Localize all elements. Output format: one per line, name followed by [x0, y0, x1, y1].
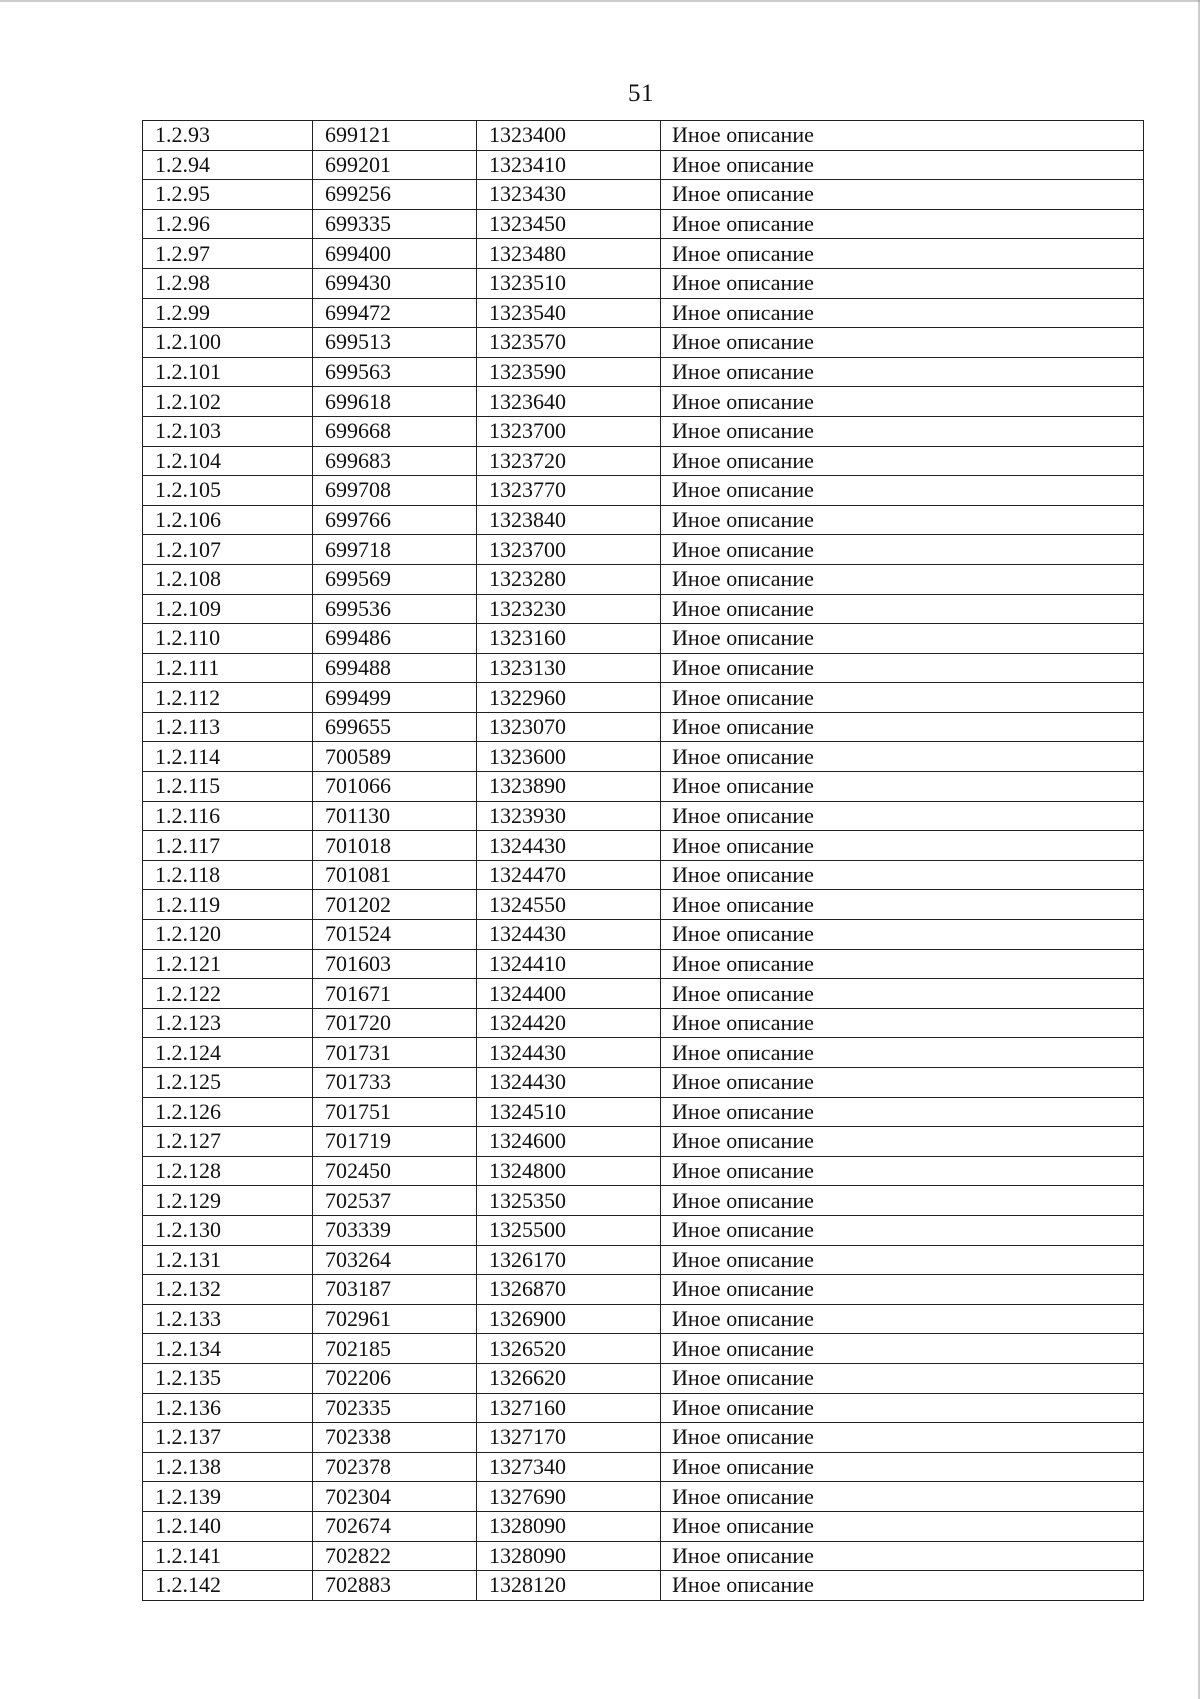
y-coordinate-cell: 1326620 — [477, 1363, 661, 1393]
x-coordinate-cell: 699201 — [313, 150, 477, 180]
table-row — [143, 1363, 1144, 1393]
description-cell: Иное описание — [661, 564, 1144, 594]
x-coordinate-cell: 699400 — [313, 239, 477, 269]
y-coordinate-cell: 1324510 — [477, 1097, 661, 1127]
point-number-cell: 1.2.136 — [143, 1393, 313, 1423]
description-cell: Иное описание — [661, 1363, 1144, 1393]
x-coordinate-cell: 701751 — [313, 1097, 477, 1127]
point-number-cell: 1.2.104 — [143, 446, 313, 476]
y-coordinate-cell: 1323700 — [477, 535, 661, 565]
y-coordinate-cell: 1324470 — [477, 860, 661, 890]
point-number-cell: 1.2.106 — [143, 505, 313, 535]
table-row — [143, 624, 1144, 654]
point-number-cell: 1.2.119 — [143, 890, 313, 920]
x-coordinate-cell: 700589 — [313, 742, 477, 772]
scan-edge-top — [0, 0, 1200, 2]
point-number-cell: 1.2.141 — [143, 1541, 313, 1571]
x-coordinate-cell: 699536 — [313, 594, 477, 624]
x-coordinate-cell: 699718 — [313, 535, 477, 565]
table-row — [143, 239, 1144, 269]
description-cell: Иное описание — [661, 298, 1144, 328]
x-coordinate-cell: 702883 — [313, 1571, 477, 1601]
table-row — [143, 150, 1144, 180]
description-cell: Иное описание — [661, 150, 1144, 180]
table-row — [143, 121, 1144, 151]
point-number-cell: 1.2.105 — [143, 476, 313, 506]
description-cell: Иное описание — [661, 831, 1144, 861]
x-coordinate-cell: 699499 — [313, 683, 477, 713]
table-row — [143, 180, 1144, 210]
point-number-cell: 1.2.123 — [143, 1008, 313, 1038]
x-coordinate-cell: 699121 — [313, 121, 477, 151]
description-cell: Иное описание — [661, 653, 1144, 683]
x-coordinate-cell: 702674 — [313, 1511, 477, 1541]
point-number-cell: 1.2.98 — [143, 268, 313, 298]
description-cell: Иное описание — [661, 1275, 1144, 1305]
point-number-cell: 1.2.134 — [143, 1334, 313, 1364]
table-row — [143, 1215, 1144, 1245]
description-cell: Иное описание — [661, 920, 1144, 950]
description-cell: Иное описание — [661, 1452, 1144, 1482]
y-coordinate-cell: 1324410 — [477, 949, 661, 979]
y-coordinate-cell: 1324430 — [477, 831, 661, 861]
table-row — [143, 1334, 1144, 1364]
x-coordinate-cell: 703187 — [313, 1275, 477, 1305]
y-coordinate-cell: 1326870 — [477, 1275, 661, 1305]
description-cell: Иное описание — [661, 772, 1144, 802]
description-cell: Иное описание — [661, 328, 1144, 358]
description-cell: Иное описание — [661, 949, 1144, 979]
description-cell: Иное описание — [661, 1008, 1144, 1038]
table-row — [143, 446, 1144, 476]
point-number-cell: 1.2.118 — [143, 860, 313, 890]
description-cell: Иное описание — [661, 683, 1144, 713]
table-row — [143, 831, 1144, 861]
x-coordinate-cell: 702338 — [313, 1423, 477, 1453]
point-number-cell: 1.2.120 — [143, 920, 313, 950]
x-coordinate-cell: 699655 — [313, 712, 477, 742]
table-row — [143, 801, 1144, 831]
y-coordinate-cell: 1326520 — [477, 1334, 661, 1364]
x-coordinate-cell: 699486 — [313, 624, 477, 654]
point-number-cell: 1.2.137 — [143, 1423, 313, 1453]
point-number-cell: 1.2.131 — [143, 1245, 313, 1275]
y-coordinate-cell: 1323590 — [477, 357, 661, 387]
y-coordinate-cell: 1323720 — [477, 446, 661, 476]
table-row — [143, 387, 1144, 417]
description-cell: Иное описание — [661, 1038, 1144, 1068]
point-number-cell: 1.2.103 — [143, 416, 313, 446]
point-number-cell: 1.2.122 — [143, 979, 313, 1009]
table-row — [143, 949, 1144, 979]
description-cell: Иное описание — [661, 357, 1144, 387]
table-body — [143, 121, 1144, 1601]
point-number-cell: 1.2.102 — [143, 387, 313, 417]
y-coordinate-cell: 1323600 — [477, 742, 661, 772]
description-cell: Иное описание — [661, 1482, 1144, 1512]
description-cell: Иное описание — [661, 801, 1144, 831]
x-coordinate-cell: 699569 — [313, 564, 477, 594]
x-coordinate-cell: 701018 — [313, 831, 477, 861]
table-row — [143, 505, 1144, 535]
y-coordinate-cell: 1324430 — [477, 920, 661, 950]
y-coordinate-cell: 1324800 — [477, 1156, 661, 1186]
y-coordinate-cell: 1323160 — [477, 624, 661, 654]
table-row — [143, 1541, 1144, 1571]
y-coordinate-cell: 1323700 — [477, 416, 661, 446]
description-cell: Иное описание — [661, 1571, 1144, 1601]
description-cell: Иное описание — [661, 1423, 1144, 1453]
description-cell: Иное описание — [661, 209, 1144, 239]
table-row — [143, 594, 1144, 624]
description-cell: Иное описание — [661, 1541, 1144, 1571]
y-coordinate-cell: 1327170 — [477, 1423, 661, 1453]
table-row — [143, 1245, 1144, 1275]
x-coordinate-cell: 702206 — [313, 1363, 477, 1393]
y-coordinate-cell: 1324420 — [477, 1008, 661, 1038]
table-row — [143, 742, 1144, 772]
x-coordinate-cell: 699766 — [313, 505, 477, 535]
x-coordinate-cell: 703339 — [313, 1215, 477, 1245]
description-cell: Иное описание — [661, 505, 1144, 535]
x-coordinate-cell: 702378 — [313, 1452, 477, 1482]
description-cell: Иное описание — [661, 1245, 1144, 1275]
table-row — [143, 1304, 1144, 1334]
point-number-cell: 1.2.116 — [143, 801, 313, 831]
description-cell: Иное описание — [661, 416, 1144, 446]
x-coordinate-cell: 701731 — [313, 1038, 477, 1068]
y-coordinate-cell: 1324550 — [477, 890, 661, 920]
x-coordinate-cell: 699430 — [313, 268, 477, 298]
point-number-cell: 1.2.96 — [143, 209, 313, 239]
x-coordinate-cell: 702185 — [313, 1334, 477, 1364]
y-coordinate-cell: 1322960 — [477, 683, 661, 713]
x-coordinate-cell: 701130 — [313, 801, 477, 831]
description-cell: Иное описание — [661, 890, 1144, 920]
y-coordinate-cell: 1323480 — [477, 239, 661, 269]
y-coordinate-cell: 1323400 — [477, 121, 661, 151]
point-number-cell: 1.2.130 — [143, 1215, 313, 1245]
x-coordinate-cell: 701066 — [313, 772, 477, 802]
table-row — [143, 1038, 1144, 1068]
y-coordinate-cell: 1323770 — [477, 476, 661, 506]
table-row — [143, 683, 1144, 713]
table-row — [143, 1186, 1144, 1216]
point-number-cell: 1.2.139 — [143, 1482, 313, 1512]
y-coordinate-cell: 1323410 — [477, 150, 661, 180]
y-coordinate-cell: 1323280 — [477, 564, 661, 594]
table-row — [143, 535, 1144, 565]
table-row — [143, 416, 1144, 446]
y-coordinate-cell: 1324430 — [477, 1068, 661, 1098]
table-row — [143, 653, 1144, 683]
y-coordinate-cell: 1323640 — [477, 387, 661, 417]
x-coordinate-cell: 699472 — [313, 298, 477, 328]
x-coordinate-cell: 699256 — [313, 180, 477, 210]
table-row — [143, 564, 1144, 594]
table-row — [143, 979, 1144, 1009]
y-coordinate-cell: 1323130 — [477, 653, 661, 683]
point-number-cell: 1.2.114 — [143, 742, 313, 772]
point-number-cell: 1.2.109 — [143, 594, 313, 624]
y-coordinate-cell: 1324400 — [477, 979, 661, 1009]
description-cell: Иное описание — [661, 979, 1144, 1009]
point-number-cell: 1.2.121 — [143, 949, 313, 979]
table-row — [143, 890, 1144, 920]
description-cell: Иное описание — [661, 860, 1144, 890]
table-row — [143, 1511, 1144, 1541]
table-row — [143, 712, 1144, 742]
table-row — [143, 1068, 1144, 1098]
x-coordinate-cell: 701202 — [313, 890, 477, 920]
description-cell: Иное описание — [661, 742, 1144, 772]
point-number-cell: 1.2.99 — [143, 298, 313, 328]
table-row — [143, 1008, 1144, 1038]
table-row — [143, 357, 1144, 387]
point-number-cell: 1.2.129 — [143, 1186, 313, 1216]
table-row — [143, 1275, 1144, 1305]
point-number-cell: 1.2.101 — [143, 357, 313, 387]
description-cell: Иное описание — [661, 1156, 1144, 1186]
y-coordinate-cell: 1323840 — [477, 505, 661, 535]
y-coordinate-cell: 1323510 — [477, 268, 661, 298]
table-row — [143, 1571, 1144, 1601]
table-row — [143, 1127, 1144, 1157]
page-number: 51 — [628, 80, 654, 107]
description-cell: Иное описание — [661, 1511, 1144, 1541]
x-coordinate-cell: 701603 — [313, 949, 477, 979]
point-number-cell: 1.2.112 — [143, 683, 313, 713]
x-coordinate-cell: 702304 — [313, 1482, 477, 1512]
y-coordinate-cell: 1324600 — [477, 1127, 661, 1157]
point-number-cell: 1.2.100 — [143, 328, 313, 358]
description-cell: Иное описание — [661, 1068, 1144, 1098]
y-coordinate-cell: 1325500 — [477, 1215, 661, 1245]
y-coordinate-cell: 1327690 — [477, 1482, 661, 1512]
description-cell: Иное описание — [661, 476, 1144, 506]
description-cell: Иное описание — [661, 1393, 1144, 1423]
x-coordinate-cell: 702961 — [313, 1304, 477, 1334]
x-coordinate-cell: 699335 — [313, 209, 477, 239]
y-coordinate-cell: 1328120 — [477, 1571, 661, 1601]
y-coordinate-cell: 1326900 — [477, 1304, 661, 1334]
point-number-cell: 1.2.117 — [143, 831, 313, 861]
description-cell: Иное описание — [661, 1186, 1144, 1216]
x-coordinate-cell: 702335 — [313, 1393, 477, 1423]
x-coordinate-cell: 701671 — [313, 979, 477, 1009]
point-number-cell: 1.2.95 — [143, 180, 313, 210]
y-coordinate-cell: 1323540 — [477, 298, 661, 328]
description-cell: Иное описание — [661, 1215, 1144, 1245]
table-row — [143, 1482, 1144, 1512]
description-cell: Иное описание — [661, 624, 1144, 654]
y-coordinate-cell: 1326170 — [477, 1245, 661, 1275]
point-number-cell: 1.2.132 — [143, 1275, 313, 1305]
description-cell: Иное описание — [661, 1097, 1144, 1127]
point-number-cell: 1.2.126 — [143, 1097, 313, 1127]
x-coordinate-cell: 701524 — [313, 920, 477, 950]
point-number-cell: 1.2.113 — [143, 712, 313, 742]
table-row — [143, 209, 1144, 239]
y-coordinate-cell: 1328090 — [477, 1541, 661, 1571]
description-cell: Иное описание — [661, 180, 1144, 210]
y-coordinate-cell: 1323070 — [477, 712, 661, 742]
point-number-cell: 1.2.107 — [143, 535, 313, 565]
table-row — [143, 1097, 1144, 1127]
table-row — [143, 772, 1144, 802]
table-row — [143, 476, 1144, 506]
x-coordinate-cell: 702537 — [313, 1186, 477, 1216]
description-cell: Иное описание — [661, 1334, 1144, 1364]
x-coordinate-cell: 702450 — [313, 1156, 477, 1186]
x-coordinate-cell: 699488 — [313, 653, 477, 683]
description-cell: Иное описание — [661, 1127, 1144, 1157]
table-row — [143, 920, 1144, 950]
description-cell: Иное описание — [661, 239, 1144, 269]
point-number-cell: 1.2.124 — [143, 1038, 313, 1068]
point-number-cell: 1.2.127 — [143, 1127, 313, 1157]
x-coordinate-cell: 701733 — [313, 1068, 477, 1098]
y-coordinate-cell: 1328090 — [477, 1511, 661, 1541]
table-row — [143, 328, 1144, 358]
y-coordinate-cell: 1327340 — [477, 1452, 661, 1482]
x-coordinate-cell: 703264 — [313, 1245, 477, 1275]
y-coordinate-cell: 1324430 — [477, 1038, 661, 1068]
y-coordinate-cell: 1323230 — [477, 594, 661, 624]
y-coordinate-cell: 1323930 — [477, 801, 661, 831]
description-cell: Иное описание — [661, 446, 1144, 476]
point-number-cell: 1.2.135 — [143, 1363, 313, 1393]
description-cell: Иное описание — [661, 594, 1144, 624]
y-coordinate-cell: 1327160 — [477, 1393, 661, 1423]
coordinates-table — [142, 120, 1144, 1601]
x-coordinate-cell: 702822 — [313, 1541, 477, 1571]
point-number-cell: 1.2.115 — [143, 772, 313, 802]
point-number-cell: 1.2.94 — [143, 150, 313, 180]
point-number-cell: 1.2.142 — [143, 1571, 313, 1601]
table-row — [143, 1423, 1144, 1453]
point-number-cell: 1.2.108 — [143, 564, 313, 594]
y-coordinate-cell: 1323430 — [477, 180, 661, 210]
point-number-cell: 1.2.138 — [143, 1452, 313, 1482]
point-number-cell: 1.2.140 — [143, 1511, 313, 1541]
point-number-cell: 1.2.128 — [143, 1156, 313, 1186]
y-coordinate-cell: 1323450 — [477, 209, 661, 239]
table-row — [143, 860, 1144, 890]
y-coordinate-cell: 1323570 — [477, 328, 661, 358]
y-coordinate-cell: 1325350 — [477, 1186, 661, 1216]
x-coordinate-cell: 699668 — [313, 416, 477, 446]
x-coordinate-cell: 699618 — [313, 387, 477, 417]
description-cell: Иное описание — [661, 268, 1144, 298]
x-coordinate-cell: 701720 — [313, 1008, 477, 1038]
x-coordinate-cell: 699513 — [313, 328, 477, 358]
point-number-cell: 1.2.111 — [143, 653, 313, 683]
description-cell: Иное описание — [661, 387, 1144, 417]
point-number-cell: 1.2.125 — [143, 1068, 313, 1098]
x-coordinate-cell: 701081 — [313, 860, 477, 890]
description-cell: Иное описание — [661, 535, 1144, 565]
table-row — [143, 298, 1144, 328]
x-coordinate-cell: 699708 — [313, 476, 477, 506]
x-coordinate-cell: 699563 — [313, 357, 477, 387]
description-cell: Иное описание — [661, 1304, 1144, 1334]
x-coordinate-cell: 701719 — [313, 1127, 477, 1157]
table-row — [143, 1393, 1144, 1423]
point-number-cell: 1.2.93 — [143, 121, 313, 151]
table-row — [143, 1156, 1144, 1186]
description-cell: Иное описание — [661, 712, 1144, 742]
description-cell: Иное описание — [661, 121, 1144, 151]
point-number-cell: 1.2.97 — [143, 239, 313, 269]
table-row — [143, 268, 1144, 298]
point-number-cell: 1.2.133 — [143, 1304, 313, 1334]
table-row — [143, 1452, 1144, 1482]
x-coordinate-cell: 699683 — [313, 446, 477, 476]
point-number-cell: 1.2.110 — [143, 624, 313, 654]
y-coordinate-cell: 1323890 — [477, 772, 661, 802]
